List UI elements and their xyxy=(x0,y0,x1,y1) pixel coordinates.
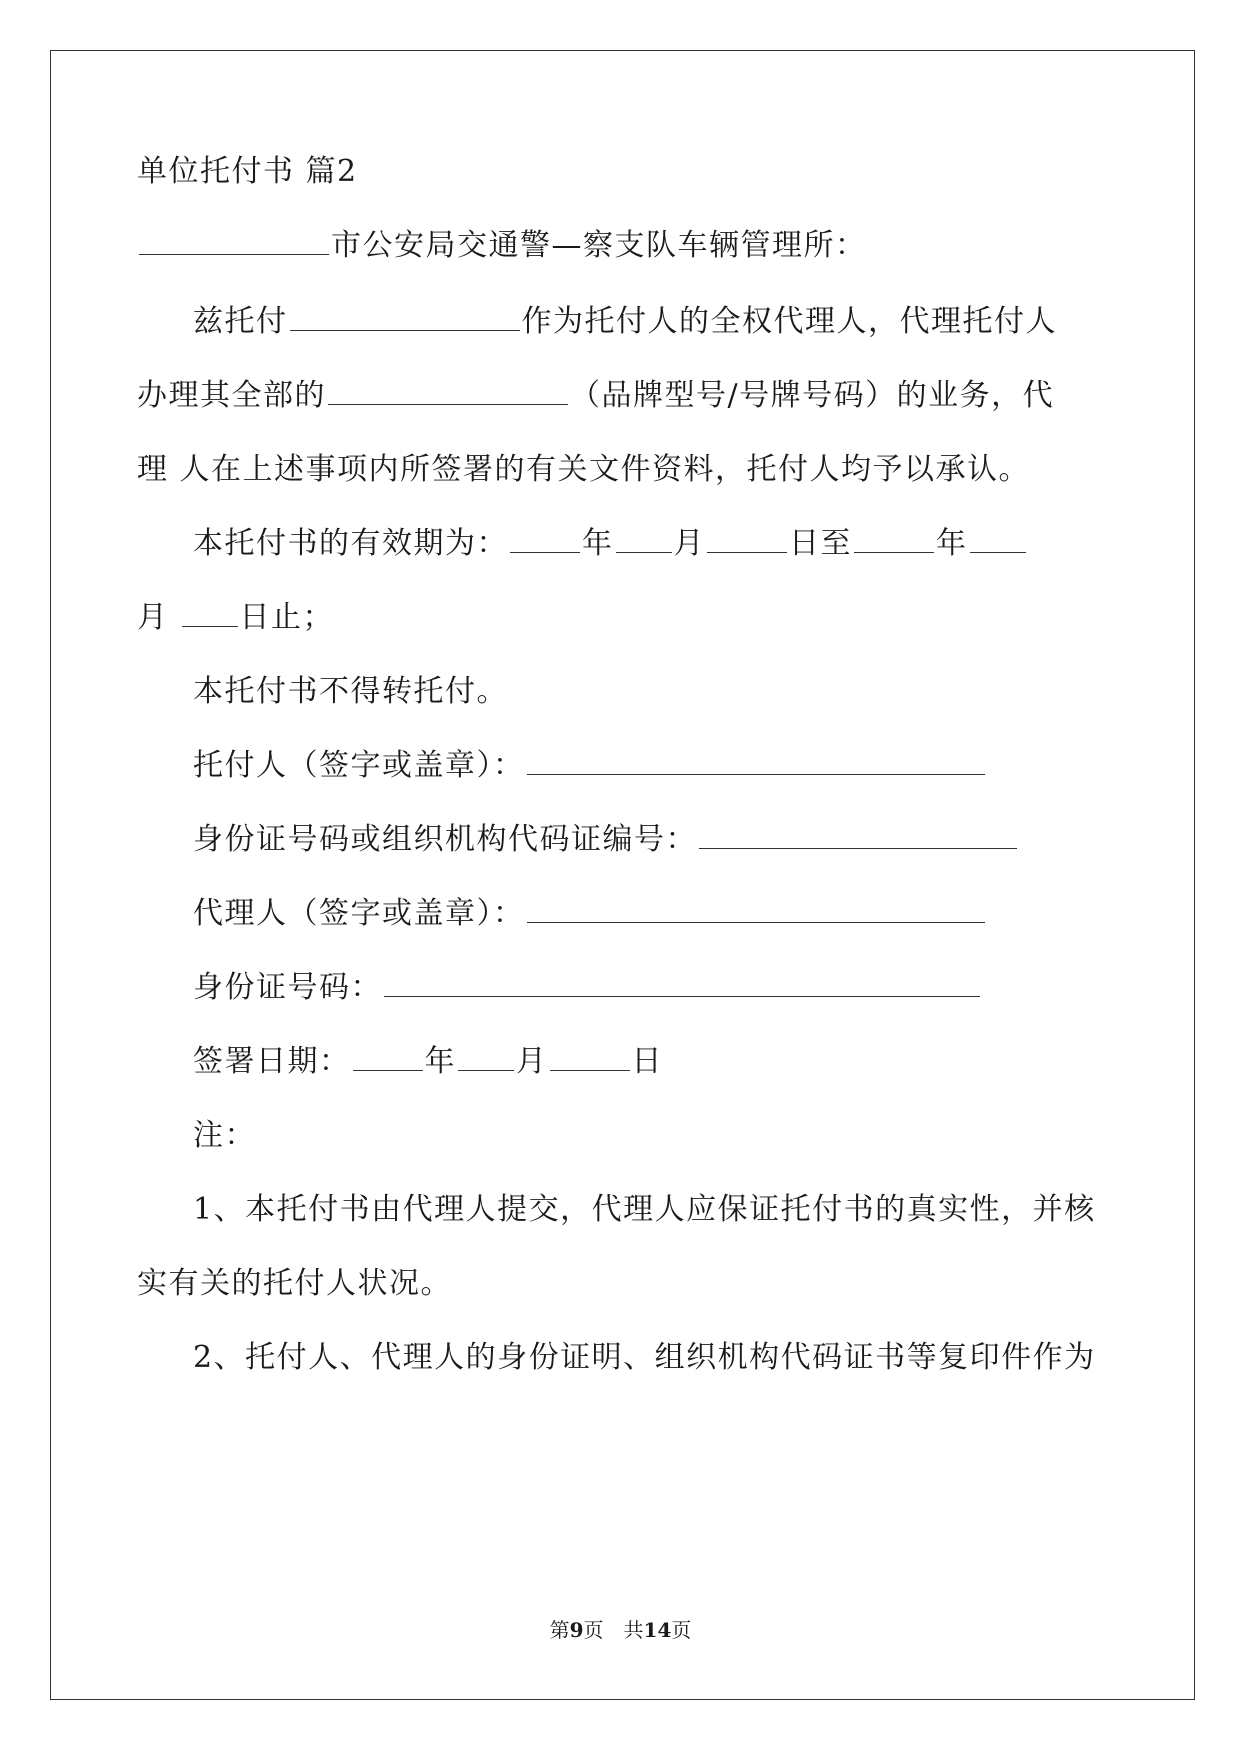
page-border xyxy=(50,50,1195,1700)
para1-text-c: 办理其全部的 xyxy=(137,378,326,413)
note-label: 注： xyxy=(193,1118,256,1153)
blank-sign-month xyxy=(458,1044,514,1071)
addressee-text: 市公安局交通警—察支队车辆管理所： xyxy=(331,228,867,263)
para1-line1 xyxy=(193,302,1057,342)
agent-id-label: 身份证号码： xyxy=(193,970,382,1005)
blank-agent-name xyxy=(290,304,520,331)
footer-suffix: 页 xyxy=(671,1618,692,1642)
note1-line1: 1、本托付书由代理人提交，代理人应保证托付书的真实性，并核 xyxy=(193,1192,1096,1227)
blank-principal-id xyxy=(699,822,1017,849)
page-footer xyxy=(0,1618,1241,1642)
footer-total-pages: 14 xyxy=(643,1618,672,1642)
blank-agent-id xyxy=(384,970,980,997)
blank-sign-day xyxy=(550,1044,630,1071)
blank-vehicle xyxy=(328,378,568,405)
note2-line1: 2、托付人、代理人的身份证明、组织机构代码证书等复印件作为 xyxy=(193,1340,1096,1375)
blank-agent-sign xyxy=(527,896,985,923)
agent-sign-line xyxy=(193,894,987,934)
month-label: 月 xyxy=(137,600,169,635)
sign-date-line xyxy=(193,1042,663,1082)
agent-sign-label: 代理人（签字或盖章）： xyxy=(193,896,525,931)
addressee-line xyxy=(137,226,867,266)
para1-line3: 理 人在上述事项内所签署的有关文件资料，托付人均予以承认。 xyxy=(137,452,1031,487)
footer-prefix: 第 xyxy=(549,1618,570,1642)
para1-text-b: 作为托付人的全权代理人，代理托付人 xyxy=(521,304,1057,339)
document-heading: 单位托付书 篇2 xyxy=(137,154,358,189)
blank-principal-sign xyxy=(527,748,985,775)
blank-start-day xyxy=(707,526,787,553)
para1-text-d: （品牌型号/号牌号码）的业务，代 xyxy=(570,378,1055,413)
month-label: 月 xyxy=(673,526,705,561)
blank-start-month xyxy=(616,526,672,553)
blank-end-year xyxy=(854,526,934,553)
sign-date-label: 签署日期： xyxy=(193,1044,351,1079)
blank-start-year xyxy=(510,526,580,553)
principal-sign-line xyxy=(193,746,987,786)
day-label: 日 xyxy=(631,1044,663,1079)
blank-end-day xyxy=(182,600,238,627)
day-end-label: 日止； xyxy=(239,600,335,635)
validity-label: 本托付书的有效期为： xyxy=(193,526,508,561)
blank-end-month-part xyxy=(970,526,1026,553)
blank-sign-year xyxy=(353,1044,423,1071)
principal-sign-label: 托付人（签字或盖章）： xyxy=(193,748,525,783)
agent-id-line xyxy=(193,968,982,1008)
para1-line2 xyxy=(137,376,1054,416)
principal-id-line xyxy=(193,820,1019,860)
footer-mid: 页 共 xyxy=(583,1618,644,1642)
year-label: 年 xyxy=(424,1044,456,1079)
year-label: 年 xyxy=(582,526,614,561)
day-to-label: 日至 xyxy=(789,526,852,561)
blank-city xyxy=(139,228,329,255)
month-label: 月 xyxy=(516,1044,548,1079)
para1-text-a: 兹托付 xyxy=(193,304,288,339)
validity-line2 xyxy=(137,598,334,638)
note1-line2: 实有关的托付人状况。 xyxy=(137,1266,452,1301)
principal-id-label: 身份证号码或组织机构代码证编号： xyxy=(193,822,697,857)
year-label: 年 xyxy=(936,526,968,561)
validity-line1 xyxy=(193,524,1028,564)
no-transfer-line: 本托付书不得转托付。 xyxy=(193,674,508,709)
footer-current-page: 9 xyxy=(569,1618,584,1642)
